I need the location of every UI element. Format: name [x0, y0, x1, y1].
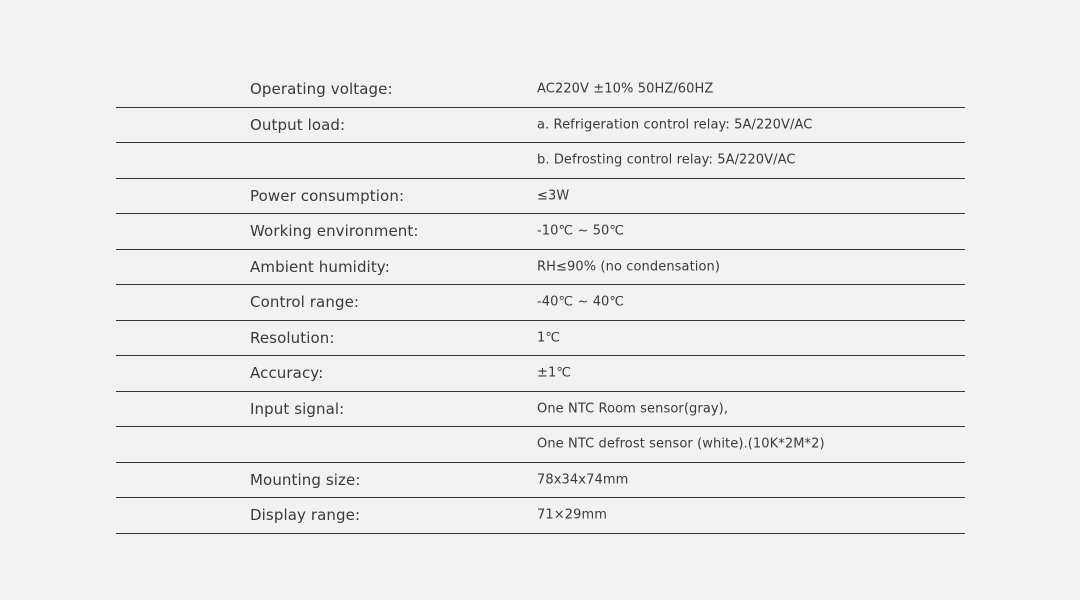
- spec-value: ±1℃: [537, 365, 572, 381]
- spec-label: Working environment:: [250, 222, 419, 241]
- spec-label: Display range:: [250, 506, 361, 525]
- spec-value: b. Defrosting control relay: 5A/220V/AC: [537, 152, 796, 168]
- spec-row-power-consumption: [116, 179, 965, 215]
- spec-row-output-load-continued: [116, 143, 965, 179]
- spec-row-control-range: [116, 285, 965, 321]
- spec-row-working-environment: [116, 214, 965, 250]
- spec-value: -40℃ ~ 40℃: [537, 294, 625, 310]
- spec-label: Control range:: [250, 293, 360, 312]
- spec-row-operating-voltage: [116, 72, 965, 108]
- spec-value: AC220V ±10% 50HZ/60HZ: [537, 81, 714, 97]
- spec-value: One NTC Room sensor(gray),: [537, 401, 729, 417]
- spec-table: [116, 72, 965, 534]
- spec-row-input-signal-continued: [116, 427, 965, 463]
- spec-value: ≤3W: [537, 188, 570, 204]
- spec-label: Accuracy:: [250, 364, 324, 383]
- spec-label: Ambient humidity:: [250, 257, 390, 276]
- spec-label: Power consumption:: [250, 186, 405, 205]
- spec-value: 71×29mm: [537, 507, 608, 523]
- spec-value: One NTC defrost sensor (white).(10K*2M*2): [537, 436, 825, 452]
- spec-value: 78x34x74mm: [537, 472, 629, 488]
- spec-row-output-load: [116, 108, 965, 144]
- spec-label: Input signal:: [250, 399, 345, 418]
- spec-label: Mounting size:: [250, 470, 361, 489]
- spec-value: -10℃ ~ 50℃: [537, 223, 625, 239]
- spec-row-mounting-size: [116, 463, 965, 499]
- spec-label: Resolution:: [250, 328, 335, 347]
- spec-value: 1℃: [537, 330, 561, 346]
- spec-value: RH≤90% (no condensation): [537, 259, 721, 275]
- spec-label: Operating voltage:: [250, 80, 393, 99]
- spec-row-resolution: [116, 321, 965, 357]
- spec-row-display-range: [116, 498, 965, 534]
- spec-row-accuracy: [116, 356, 965, 392]
- spec-value: a. Refrigeration control relay: 5A/220V/AC: [537, 117, 813, 133]
- spec-row-ambient-humidity: [116, 250, 965, 286]
- spec-label: Output load:: [250, 115, 346, 134]
- spec-row-input-signal: [116, 392, 965, 428]
